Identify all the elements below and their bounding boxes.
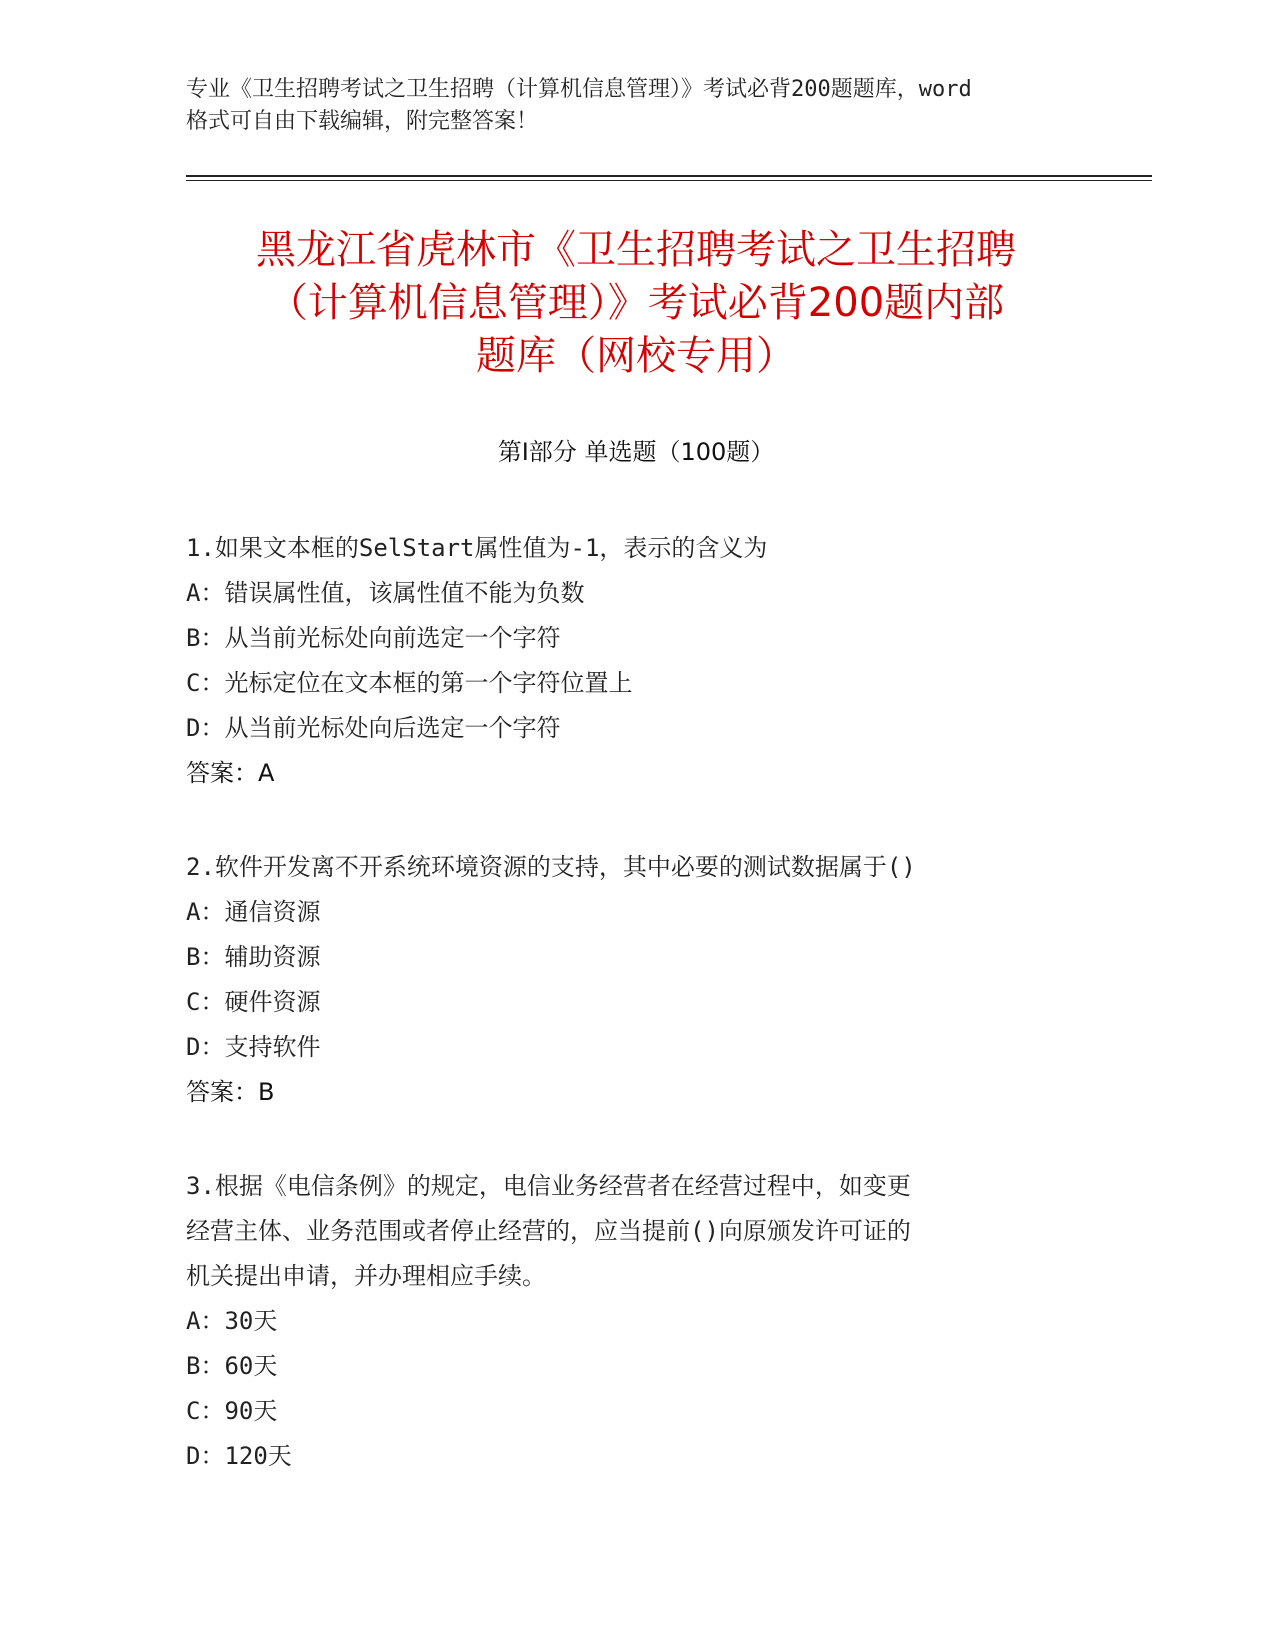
question-1 xyxy=(186,526,1066,796)
option-b: B：辅助资源 xyxy=(186,943,321,971)
header-note xyxy=(186,74,1086,138)
document-title xyxy=(186,224,1086,383)
option-c: C：光标定位在文本框的第一个字符位置上 xyxy=(186,669,633,697)
header-note-line-1: 专业《卫生招聘考试之卫生招聘（计算机信息管理）》考试必背200题题库，word xyxy=(186,77,972,102)
header-note-line-2: 格式可自由下载编辑，附完整答案！ xyxy=(186,109,539,134)
option-d: D：120天 xyxy=(186,1442,292,1470)
document-title-line-1: 黑龙江省虎林市《卫生招聘考试之卫生招聘 xyxy=(256,227,1016,273)
section-title: 第Ⅰ部分 单选题（100题） xyxy=(497,438,775,466)
answer: 答案：A xyxy=(186,759,275,787)
question-stem: 1.如果文本框的SelStart属性值为-1，表示的含义为 xyxy=(186,534,768,562)
question-stem-line-2: 经营主体、业务范围或者停止经营的，应当提前()向原颁发许可证的 xyxy=(186,1217,911,1245)
option-d: D：支持软件 xyxy=(186,1033,321,1061)
question-stem-line-3: 机关提出申请，并办理相应手续。 xyxy=(186,1262,546,1290)
question-2 xyxy=(186,845,1066,1115)
document-title-line-2: （计算机信息管理）》考试必背200题内部 xyxy=(267,280,1005,326)
option-d: D：从当前光标处向后选定一个字符 xyxy=(186,714,561,742)
option-c: C：90天 xyxy=(186,1397,278,1425)
option-a: A：30天 xyxy=(186,1307,278,1335)
question-list xyxy=(186,526,1066,1528)
option-a: A：通信资源 xyxy=(186,898,321,926)
option-a: A：错误属性值，该属性值不能为负数 xyxy=(186,579,585,607)
document-title-line-3: 题库（网校专用） xyxy=(476,333,796,379)
question-stem: 2.软件开发离不开系统环境资源的支持，其中必要的测试数据属于() xyxy=(186,853,916,881)
header-divider-thin xyxy=(186,180,1152,181)
answer: 答案：B xyxy=(186,1078,275,1106)
option-c: C：硬件资源 xyxy=(186,988,321,1016)
question-stem-line-1: 3.根据《电信条例》的规定，电信业务经营者在经营过程中，如变更 xyxy=(186,1172,911,1200)
option-b: B：从当前光标处向前选定一个字符 xyxy=(186,624,561,652)
question-3 xyxy=(186,1164,1066,1479)
option-b: B：60天 xyxy=(186,1352,278,1380)
header-divider-thick xyxy=(186,175,1152,177)
